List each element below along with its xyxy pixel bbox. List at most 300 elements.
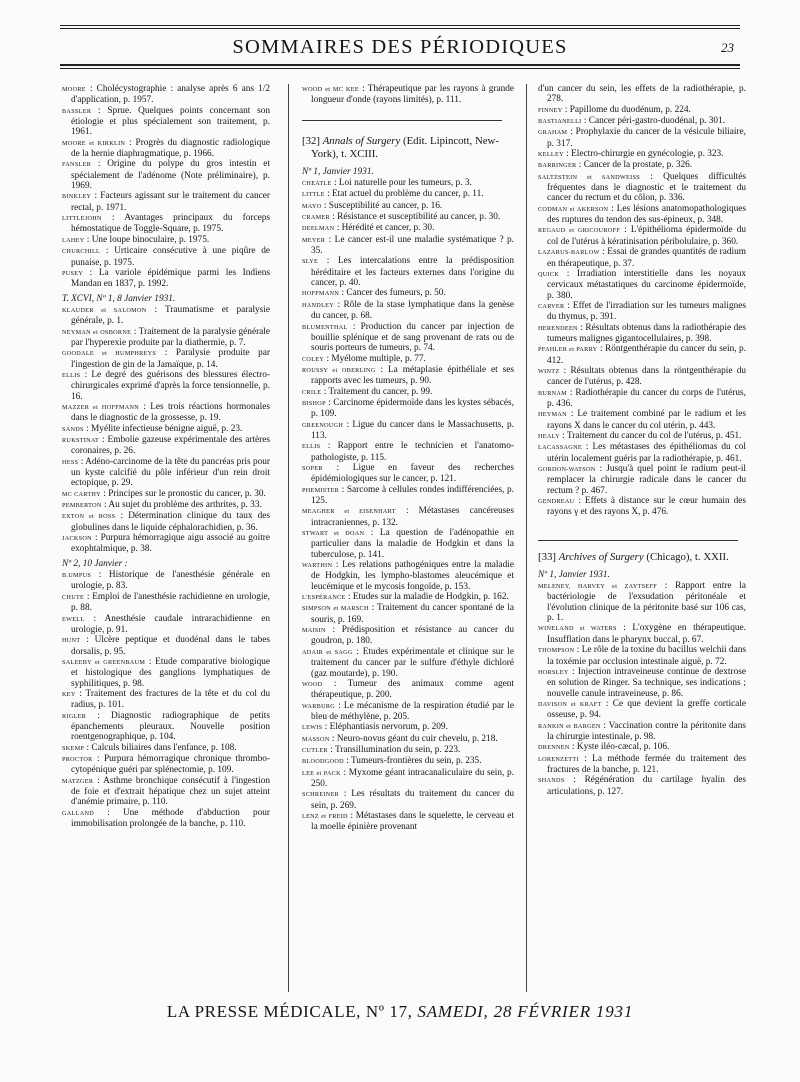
article-entry <box>302 223 514 234</box>
journal-number: [33] <box>538 550 556 563</box>
entry-title: : Résistance et susceptibilité au cancer, p. 30. <box>332 212 501 223</box>
article-entry <box>538 742 746 753</box>
entry-authors: HESS <box>62 458 79 466</box>
entry-authors: HOFFMANN <box>302 290 340 298</box>
entry-title: : Vaccination contre la péritonite dans la chirurgie intestinale, p. 98. <box>547 720 746 742</box>
article-entry <box>62 235 270 246</box>
journal-heading-33 <box>538 551 746 564</box>
entry-authors: WOOD et MC KEE <box>302 86 359 93</box>
issue-heading-text: Nº 1, Janvier 1931. <box>538 569 610 580</box>
entry-authors: QUICK <box>538 270 560 278</box>
entry-list <box>538 84 746 518</box>
entry-title: : L'épithélioma épidermoïde du col de l'utérus à kératinisation péribolulaire, p. 360. <box>547 225 746 247</box>
article-entry <box>302 212 514 223</box>
entry-title: : Loi naturelle pour les tumeurs, p. 3. <box>333 178 472 189</box>
article-entry <box>302 441 514 463</box>
entry-authors: GREENOUGH <box>302 421 344 429</box>
entry-title: : Les résultats du traitement du cancer du sein, p. 269. <box>311 789 514 811</box>
article-entry <box>302 789 514 811</box>
entry-authors: BINKLEY <box>62 193 92 201</box>
issue-heading <box>62 294 270 304</box>
article-entry <box>62 592 270 614</box>
article-entry <box>62 776 270 808</box>
article-entry <box>538 388 746 410</box>
entry-authors: KLAUDER et SALOMON <box>62 306 147 314</box>
entry-authors: SHANDS <box>538 777 565 785</box>
entry-title: : Susceptibilité au cancer, p. 16. <box>323 200 443 211</box>
top-rule-1 <box>60 25 740 26</box>
entry-title: : Rôle de la stase lymphatique dans la genèse du cancer, p. 68. <box>311 299 514 322</box>
entry-authors: MEAGHER et EISENHART <box>302 508 396 516</box>
entry-title: : Détermination clinique du taux des globulines dans le liquide céphalorachidien, p. 36. <box>71 511 270 533</box>
entry-title: : Kyste iléo-cæcal, p. 106. <box>572 742 670 753</box>
article-entry <box>302 354 514 365</box>
article-entry <box>62 305 270 327</box>
entry-title: : Transillumination du sein, p. 223. <box>330 744 461 755</box>
entry-authors: SALEEBY et GREENBAUM <box>62 658 146 666</box>
entry-authors: BISHOP <box>302 399 326 407</box>
article-entry <box>538 442 746 464</box>
article-entry <box>302 756 514 767</box>
article-entry <box>302 398 514 420</box>
section-divider <box>302 120 502 121</box>
entry-title: : Métastases cancéreuses intracraniennes, p. 132. <box>311 506 515 528</box>
entry-title: : Sprue. Quelques points concernant son étiologie et plus spécialement son traitement, p. 1961. <box>71 105 270 138</box>
entry-authors: LITTLEJOHN <box>62 215 102 223</box>
entry-authors: GENDREAU <box>538 498 575 506</box>
entry-authors: LEWIS <box>302 724 323 732</box>
entry-authors: COLEY <box>302 355 325 363</box>
article-entry <box>62 84 270 106</box>
entry-title: : La question de l'adénopathie en particulier dans la maladie de Hodgkin et dans la tuberculose, p. 141. <box>311 528 514 560</box>
entry-authors: REGAUD et GRICOUROFF <box>538 227 621 235</box>
entry-title: : Tumeur des animaux comme agent thérapeutique, p. 200. <box>311 678 514 701</box>
entry-title: : Le traitement combiné par le radium et les rayons X dans le cancer du col utérin, p. 443. <box>547 409 746 431</box>
article-entry <box>62 268 270 290</box>
issue-heading <box>538 570 746 580</box>
journal-name: Annals of Surgery <box>322 134 401 147</box>
article-entry <box>302 745 514 756</box>
entry-title: : Production du cancer par injection de bouillie splénique et de sang provenant de rats ou de souris porteurs de tumeurs, p. 74. <box>311 321 514 354</box>
entry-title: : Radiothérapie du cancer du corps de l'utérus, p. 436. <box>547 387 746 409</box>
article-entry <box>62 711 270 743</box>
entry-title: : Les intercalations entre la prédisposition héréditaire et les facteurs externes dans l'origine du cancer, p. 40. <box>311 256 514 289</box>
entry-authors: PEMBERTON <box>62 502 102 510</box>
article-entry <box>302 365 514 387</box>
entry-authors: GORDON-WATSON <box>538 466 596 474</box>
entry-authors: SOPER <box>302 464 323 472</box>
column-3 <box>538 84 746 797</box>
entry-title: : Prédisposition et résistance au cancer du goudron, p. 180. <box>311 625 515 647</box>
entry-authors: ELLIS <box>302 443 321 451</box>
article-entry <box>302 647 514 679</box>
entry-title: : Rapport entre la bactériologie de l'exsudation péritonéale et l'évolution clinique de la péritonite basé sur 106 cas, p. 1. <box>547 581 746 624</box>
article-entry <box>62 743 270 754</box>
issue-heading <box>62 559 270 569</box>
entry-authors: SANDS <box>62 425 84 433</box>
entry-authors: LITTLE <box>302 191 325 199</box>
entry-list <box>302 84 514 106</box>
entry-authors: BARRINGER <box>538 162 577 170</box>
article-entry <box>302 701 514 723</box>
article-entry <box>538 127 746 149</box>
entry-title: : Jusqu'à quel point le radium peut-il remplacer la chirurgie radicale dans le cancer du rectum ? p. 467. <box>547 464 746 496</box>
entry-title: : Eléphantiasis nervorum, p. 209. <box>324 722 448 733</box>
entry-authors: LEE et PACK <box>302 769 341 777</box>
entry-title: : Anesthésie caudale intrarachidienne en urologie, p. 91. <box>71 613 271 635</box>
entry-title: : Thérapeutique par les rayons à grande longueur d'onde (rayons limités), p. 111. <box>311 84 515 106</box>
article-entry <box>302 322 514 354</box>
article-entry <box>302 84 514 106</box>
article-entry <box>538 721 746 743</box>
entry-title: : Avantages principaux du forceps hémostatique de Toggle-Square, p. 1975. <box>71 213 270 235</box>
entry-authors: MATZGER <box>62 777 94 785</box>
entry-authors: FINNEY <box>538 106 563 114</box>
article-entry <box>62 689 270 711</box>
article-entry <box>538 172 746 204</box>
entry-title: : Adéno-carcinome de la tête du pancréas pris pour un kyste calcifié du pôle inférieur d'un rein droit ectopique, p. 29. <box>71 456 270 489</box>
entry-title: : Traitement des fractures de la tête et du col du radius, p. 101. <box>71 688 270 711</box>
entry-authors: WARTHIN <box>302 562 333 570</box>
issue-heading-text: T. XCVI, Nº 1, 8 Janvier 1931. <box>62 293 176 304</box>
entry-authors: NEYMAN et OSBORNE <box>62 328 132 336</box>
article-entry <box>62 489 270 500</box>
entry-authors: HERENDEEN <box>538 324 578 332</box>
entry-authors: PFAHLER et PARRY <box>538 346 598 354</box>
article-entry <box>538 269 746 301</box>
entry-title: : Paralysie produite par l'ingestion de gin de la Jamaïque, p. 14. <box>71 348 270 370</box>
entry-authors: LAHEY <box>62 236 85 244</box>
column-divider-1 <box>288 84 289 992</box>
article-entry <box>62 159 270 191</box>
article-entry <box>302 679 514 701</box>
article-entry <box>62 808 270 830</box>
entry-authors: CHUTE <box>62 593 85 601</box>
article-entry <box>538 301 746 323</box>
entry-title: : Principes sur le pronostic du cancer, p. 30. <box>103 488 266 499</box>
article-entry <box>302 256 514 288</box>
column-2 <box>302 84 514 833</box>
article-entry <box>302 235 514 257</box>
entry-title: : Résultats obtenus dans la radiothérapie des tumeurs malignes gigantocellulaires, p. 398. <box>547 322 746 344</box>
entry-title: : Au sujet du problème des arthrites, p. 33. <box>104 500 262 511</box>
article-entry <box>538 160 746 171</box>
article-entry <box>302 528 514 560</box>
entry-title: : Cancer des fumeurs, p. 50. <box>341 288 446 299</box>
entry-authors: MOORE et KIRKLIN <box>62 139 126 147</box>
entry-title: : Historique de l'anesthésie générale en urologie, p. 83. <box>71 570 270 592</box>
entry-authors: FANSLER <box>62 161 92 169</box>
article-entry <box>538 323 746 345</box>
entry-authors: B.UMPUS <box>62 572 92 580</box>
article-entry <box>538 105 746 116</box>
entry-authors: MAYO <box>302 202 322 210</box>
entry-authors: DAVISON et KRAFT <box>538 700 602 708</box>
header-rule-1 <box>60 64 740 66</box>
entry-title: : Myélome multiple, p. 77. <box>326 353 426 364</box>
entry-title: : Cancer péri-gastro-duodénal, p. 301. <box>583 116 726 127</box>
entry-authors: JACKSON <box>62 535 92 543</box>
article-entry <box>302 560 514 592</box>
entry-title: : Résultats obtenus dans la röntgenthérapie du cancer de l'utérus, p. 428. <box>547 365 747 388</box>
article-entry <box>538 775 746 797</box>
page-title: SOMMAIRES DES PÉRIODIQUES <box>232 36 568 58</box>
entry-title: : Les métastases des épithéliomas du col utérin localement guéris par la radiothérapie, p. 461. <box>547 442 746 464</box>
entry-title: : Traitement du cancer du col de l'utérus, p. 451. <box>562 431 742 441</box>
entry-authors: RUKSTINAT <box>62 437 100 444</box>
entry-authors: MC CARTHY <box>62 490 101 498</box>
entry-title: : Irradiation interstitielle dans les noyaux cervicaux métastatiques du carcinome épidermoïde, p. 380. <box>547 268 746 301</box>
column-divider-2 <box>526 84 527 992</box>
entry-title: : Röntgenthérapie du cancer du sein, p. 412. <box>547 344 747 366</box>
journal-number: [32] <box>302 134 320 147</box>
entry-title: : Essai de grandes quantités de radium en thérapeutique, p. 37. <box>547 247 746 269</box>
article-entry <box>302 178 514 189</box>
entry-list <box>538 570 746 797</box>
entry-authors: RANKIN et BARGEN <box>538 722 601 730</box>
entry-title: : Urticaire consécutive à une piqûre de punaise, p. 1975. <box>71 246 270 268</box>
article-entry <box>62 138 270 160</box>
entry-authors: MAZZER et HOFFMANN <box>62 403 140 411</box>
article-entry <box>538 581 746 623</box>
entry-title: : La métaplasie épithéliale et ses rapports avec les tumeurs, p. 90. <box>311 364 514 387</box>
entry-title: : Ligue du cancer dans le Massachusetts, p. 113. <box>311 419 514 441</box>
entry-title: : Cancer de la prostate, p. 326. <box>578 160 693 171</box>
entry-title: : Hérédité et cancer, p. 30. <box>336 223 435 234</box>
entry-authors: WARBURG <box>302 702 336 710</box>
journal-name: Archives of Surgery <box>558 550 644 563</box>
entry-title: : Traitement du cancer, p. 99. <box>323 386 433 397</box>
article-entry <box>538 366 746 388</box>
entry-title: : Cholécystographie : analyse après 6 ans 1/2 d'application, p. 1957. <box>71 84 270 106</box>
article-entry <box>538 496 746 518</box>
entry-authors: ADAIR et SAGG <box>302 648 353 656</box>
journal-heading-32 <box>302 135 514 161</box>
page-header <box>60 36 740 60</box>
entry-title: : Etudes expérimentale et clinique sur le traitement du cancer par le sulfure d'éthyle dichloré (gaz moutarde), p. 190. <box>311 646 514 679</box>
entry-list <box>62 84 270 829</box>
entry-title: : Carcinome épidermoïde dans les kystes sébacés, p. 109. <box>311 397 514 420</box>
entry-authors: CHEATLE <box>302 180 332 188</box>
header-rule-2 <box>60 68 740 69</box>
entry-title: : Injection intraveineuse continue de dextrose en solution de Ringer. Sa technique, ses indications ; nouvelle canule intraveineuse, p. 86. <box>547 666 747 699</box>
article-entry <box>538 623 746 645</box>
entry-authors: MAISIN <box>302 627 326 635</box>
entry-title: : Régénération du cartilage hyalin des articulations, p. 127. <box>547 775 746 797</box>
article-entry <box>302 288 514 299</box>
article-entry <box>302 189 514 200</box>
entry-authors: DEELMAN <box>302 225 335 233</box>
entry-authors: PROCTOR <box>62 755 93 763</box>
article-entry <box>62 500 270 511</box>
entry-title: : Prophylaxie du cancer de la vésicule biliaire, p. 317. <box>547 127 746 149</box>
entry-title: : Métastases dans le squelette, le cerveau et la moelle épinière provenant <box>311 810 514 833</box>
article-entry <box>302 387 514 398</box>
article-entry <box>62 246 270 268</box>
footer-date: SAMEDI, 28 FÉVRIER 1931 <box>417 1002 634 1021</box>
entry-title: : La variole épidémique parmi les Indiens Mandan en 1837, p. 1992. <box>71 267 270 290</box>
entry-authors: CHURCHILL <box>62 248 101 256</box>
entry-title: : Le cancer est-il une maladie systématique ? p. 35. <box>311 234 515 257</box>
entry-authors: LACASSAGNE <box>538 444 582 452</box>
entry-authors: GALLAND <box>62 809 95 817</box>
article-entry <box>62 106 270 138</box>
entry-authors: EXTON et ROSS <box>62 513 116 521</box>
entry-authors: BLOODGOOD <box>302 758 344 766</box>
entry-title: : Les lésions anatomopathologiques des ruptures du tendon des sus-épineux, p. 348. <box>547 203 746 226</box>
entry-authors: BASTIANELLI <box>538 118 582 126</box>
entry-authors: ELLIS <box>62 371 81 379</box>
entry-authors: SALTZSTEIN et SANDWEISS <box>538 173 640 181</box>
entry-title: : Traumatisme et paralysie générale, p. 1. <box>71 304 271 327</box>
article-entry <box>538 149 746 160</box>
article-entry <box>62 327 270 349</box>
entry-authors: HEYMAN <box>538 411 567 419</box>
entry-authors: MOORE <box>62 86 86 93</box>
entry-title: : Progrès du diagnostic radiologique de la hernie diaphragmatique, p. 1966. <box>71 137 270 160</box>
article-entry <box>62 754 270 776</box>
entry-title: : Etat actuel du problème du cancer, p. 11. <box>327 189 484 200</box>
entry-authors: CRAMER <box>302 214 330 222</box>
article-entry <box>62 191 270 213</box>
article-entry <box>62 614 270 636</box>
article-entry <box>62 424 270 435</box>
article-entry <box>302 722 514 733</box>
entry-authors: CARVER <box>538 302 565 310</box>
article-entry <box>538 225 746 247</box>
entry-authors: LORENZETTI <box>538 755 579 763</box>
entry-authors: LENZ et FREID <box>302 812 348 820</box>
entry-title: : Traitement du cancer spontané de la souris, p. 169. <box>311 603 514 625</box>
issue-heading-text: Nº 1, Janvier 1931. <box>302 166 374 177</box>
section-divider <box>538 540 738 541</box>
article-entry <box>302 506 514 528</box>
entry-title: : Le rôle de la toxine du bacillus welchii dans la toxémie par occlusion intestinale aiguë, p. 72. <box>547 645 746 667</box>
article-entry <box>302 603 514 625</box>
entry-authors: L'ESPÉRANCE <box>302 594 346 602</box>
entry-title: : Myxome géant intracanaliculaire du sein, p. 250. <box>311 767 515 789</box>
entry-title: : Rapport entre le technicien et l'anatomo-pathologiste, p. 115. <box>311 441 515 463</box>
entry-title: : Le degré des guérisons des blessures électro-chirurgicales exprimé d'après la force tensionnelle, p. 16. <box>71 369 270 402</box>
journal-details: (Edit. Lipincott, New-York), t. XCIII. <box>311 134 499 160</box>
entry-title: : Une méthode d'abduction pour immobilisation prolongée de la banche, p. 110. <box>71 807 270 830</box>
entry-authors: KELLEY <box>538 151 564 159</box>
article-entry <box>538 431 746 442</box>
article-entry <box>62 533 270 555</box>
entry-title: : Tumeurs-frontières du sein, p. 235. <box>346 756 482 767</box>
entry-title: : Emploi de l'anesthésie rachidienne en urologie, p. 88. <box>71 591 270 614</box>
entry-title: : Embolie gazeuse expérimentale des artères coronaires, p. 26. <box>71 435 270 457</box>
article-entry <box>302 811 514 833</box>
entry-title: : Asthme bronchique consécutif à l'ingestion de foie et d'extrait hépatique chez un sujet atteint d'anémie primaire, p. 110. <box>71 775 270 808</box>
entry-authors: WINTZ <box>538 367 560 375</box>
entry-authors: CUTLER <box>302 746 328 754</box>
article-entry <box>302 625 514 647</box>
entry-title: : Ulcère peptique et duodénal dans le tabes dorsalis, p. 95. <box>71 635 270 657</box>
entry-title: : Quelques difficultés fréquentes dans le diagnostic et le traitement du cancer du rectum et du côlon, p. 336. <box>547 171 747 204</box>
entry-title: : Ce que devient la greffe corticale osseuse, p. 94. <box>547 698 746 721</box>
entry-title: : Facteurs agissant sur le traitement du cancer rectal, p. 1971. <box>71 191 271 213</box>
article-entry <box>538 667 746 699</box>
article-entry <box>538 409 746 431</box>
entry-authors: HUNT <box>62 637 81 645</box>
entry-authors: SIMPSON et MARSCH <box>302 605 369 613</box>
entry-title: : La méthode fermée du traitement des fractures de la banche, p. 121. <box>547 753 746 775</box>
entry-authors: PUSEY <box>62 269 84 277</box>
footer-publication: LA PRESSE MÉDICALE, Nº 17, <box>166 1002 413 1021</box>
entry-authors: PHEMISTER <box>302 486 340 494</box>
entry-title: : Neuro-novus géant du cuir chevelu, p. 218. <box>331 733 498 744</box>
entry-authors: BURNAM <box>538 389 567 397</box>
entry-title: : Papillome du duodénum, p. 224. <box>564 104 691 115</box>
entry-title: : Origine du polype du gros intestin et spécialement de l'adénome (Note préliminaire), p. 1969. <box>71 159 270 192</box>
entry-title: : Les trois réactions hormonales dans le diagnostic de la grossesse, p. 19. <box>71 401 270 424</box>
entry-authors: LAZARUS-BARLOW <box>538 249 600 257</box>
entry-authors: BASSLER <box>62 107 92 115</box>
entry-title: : Les relations pathogéniques entre la maladie de Hodgkin, les lympho-blastomes aleucémique et leucémique et le mycosis fongoïde, p. 153. <box>311 560 514 592</box>
article-entry <box>62 213 270 235</box>
entry-authors: KEY <box>62 690 76 698</box>
entry-authors: HORSLEY <box>538 668 569 676</box>
article-entry <box>538 645 746 667</box>
article-entry <box>302 592 514 603</box>
entry-authors: SCHREINER <box>302 791 340 799</box>
article-entry <box>538 204 746 226</box>
entry-title: : Traitement de la paralysie générale par l'hyperexie produite par la diathermie, p. 7. <box>71 326 270 348</box>
article-entry <box>538 344 746 366</box>
entry-title: : Diagnostic radiographique de petits épanchements pleuraux. Nouvelle position roentgenographique, p. 104. <box>71 710 270 743</box>
entry-title: : Ligue en faveur des recherches épidémiologiques sur le cancer, p. 121. <box>311 462 514 485</box>
entry-title: : L'oxygène en thérapeutique. Insufflation dans le pharynx buccal, p. 67. <box>547 623 746 645</box>
article-entry <box>62 635 270 657</box>
article-entry <box>62 348 270 370</box>
entry-authors: BLUMENTHAL <box>302 323 348 331</box>
entry-authors: THOMPSON <box>538 647 575 655</box>
entry-title: : Une loupe binoculaire, p. 1975. <box>86 234 210 245</box>
entry-title: d'un cancer du sein, les effets de la radiothérapie, p. 278. <box>538 84 746 105</box>
entry-authors: STWART et DOAN <box>302 530 365 538</box>
article-entry <box>538 699 746 721</box>
entry-authors: RIGLER <box>62 712 87 720</box>
entry-authors: WINELAND et WATERS <box>538 625 617 633</box>
article-entry <box>302 485 514 507</box>
article-entry <box>62 570 270 592</box>
journal-details: (Chicago), t. XXII. <box>646 550 729 563</box>
article-entry <box>302 463 514 485</box>
column-1 <box>62 84 270 829</box>
entry-title: : Effet de l'irradiation sur les tumeurs malignes du thymus, p. 391. <box>547 300 746 323</box>
article-entry <box>538 116 746 127</box>
entry-authors: WOOD <box>302 680 323 688</box>
top-rule-2 <box>60 28 740 29</box>
entry-authors: HEALY <box>538 433 560 440</box>
entry-list <box>302 167 514 833</box>
article-entry <box>302 768 514 790</box>
entry-title: : Sarcome à cellules rondes indifférenciées, p. 125. <box>311 484 514 506</box>
entry-authors: CODMAN et AKERSON <box>538 205 609 213</box>
issue-heading-text: Nº 2, 10 Janvier : <box>62 558 128 569</box>
article-entry <box>302 420 514 442</box>
entry-title: : Etude comparative biologique et histologique des ganglions lymphatiques de syphilitiques, p. 98. <box>71 656 270 689</box>
entry-title: : Electro-chirurgie en gynécologie, p. 323. <box>566 149 724 160</box>
entry-authors: DRENNEN <box>538 744 570 752</box>
article-entry <box>302 734 514 745</box>
entry-authors: CRILE <box>302 388 322 396</box>
article-entry <box>62 511 270 533</box>
entry-title: : Le mécanisme de la respiration étudié par le bleu de méthylène, p. 205. <box>311 700 514 722</box>
entry-title: : Purpura hémorragique aigu associé au goitre exophtalmique, p. 38. <box>71 533 270 555</box>
article-entry <box>302 300 514 322</box>
